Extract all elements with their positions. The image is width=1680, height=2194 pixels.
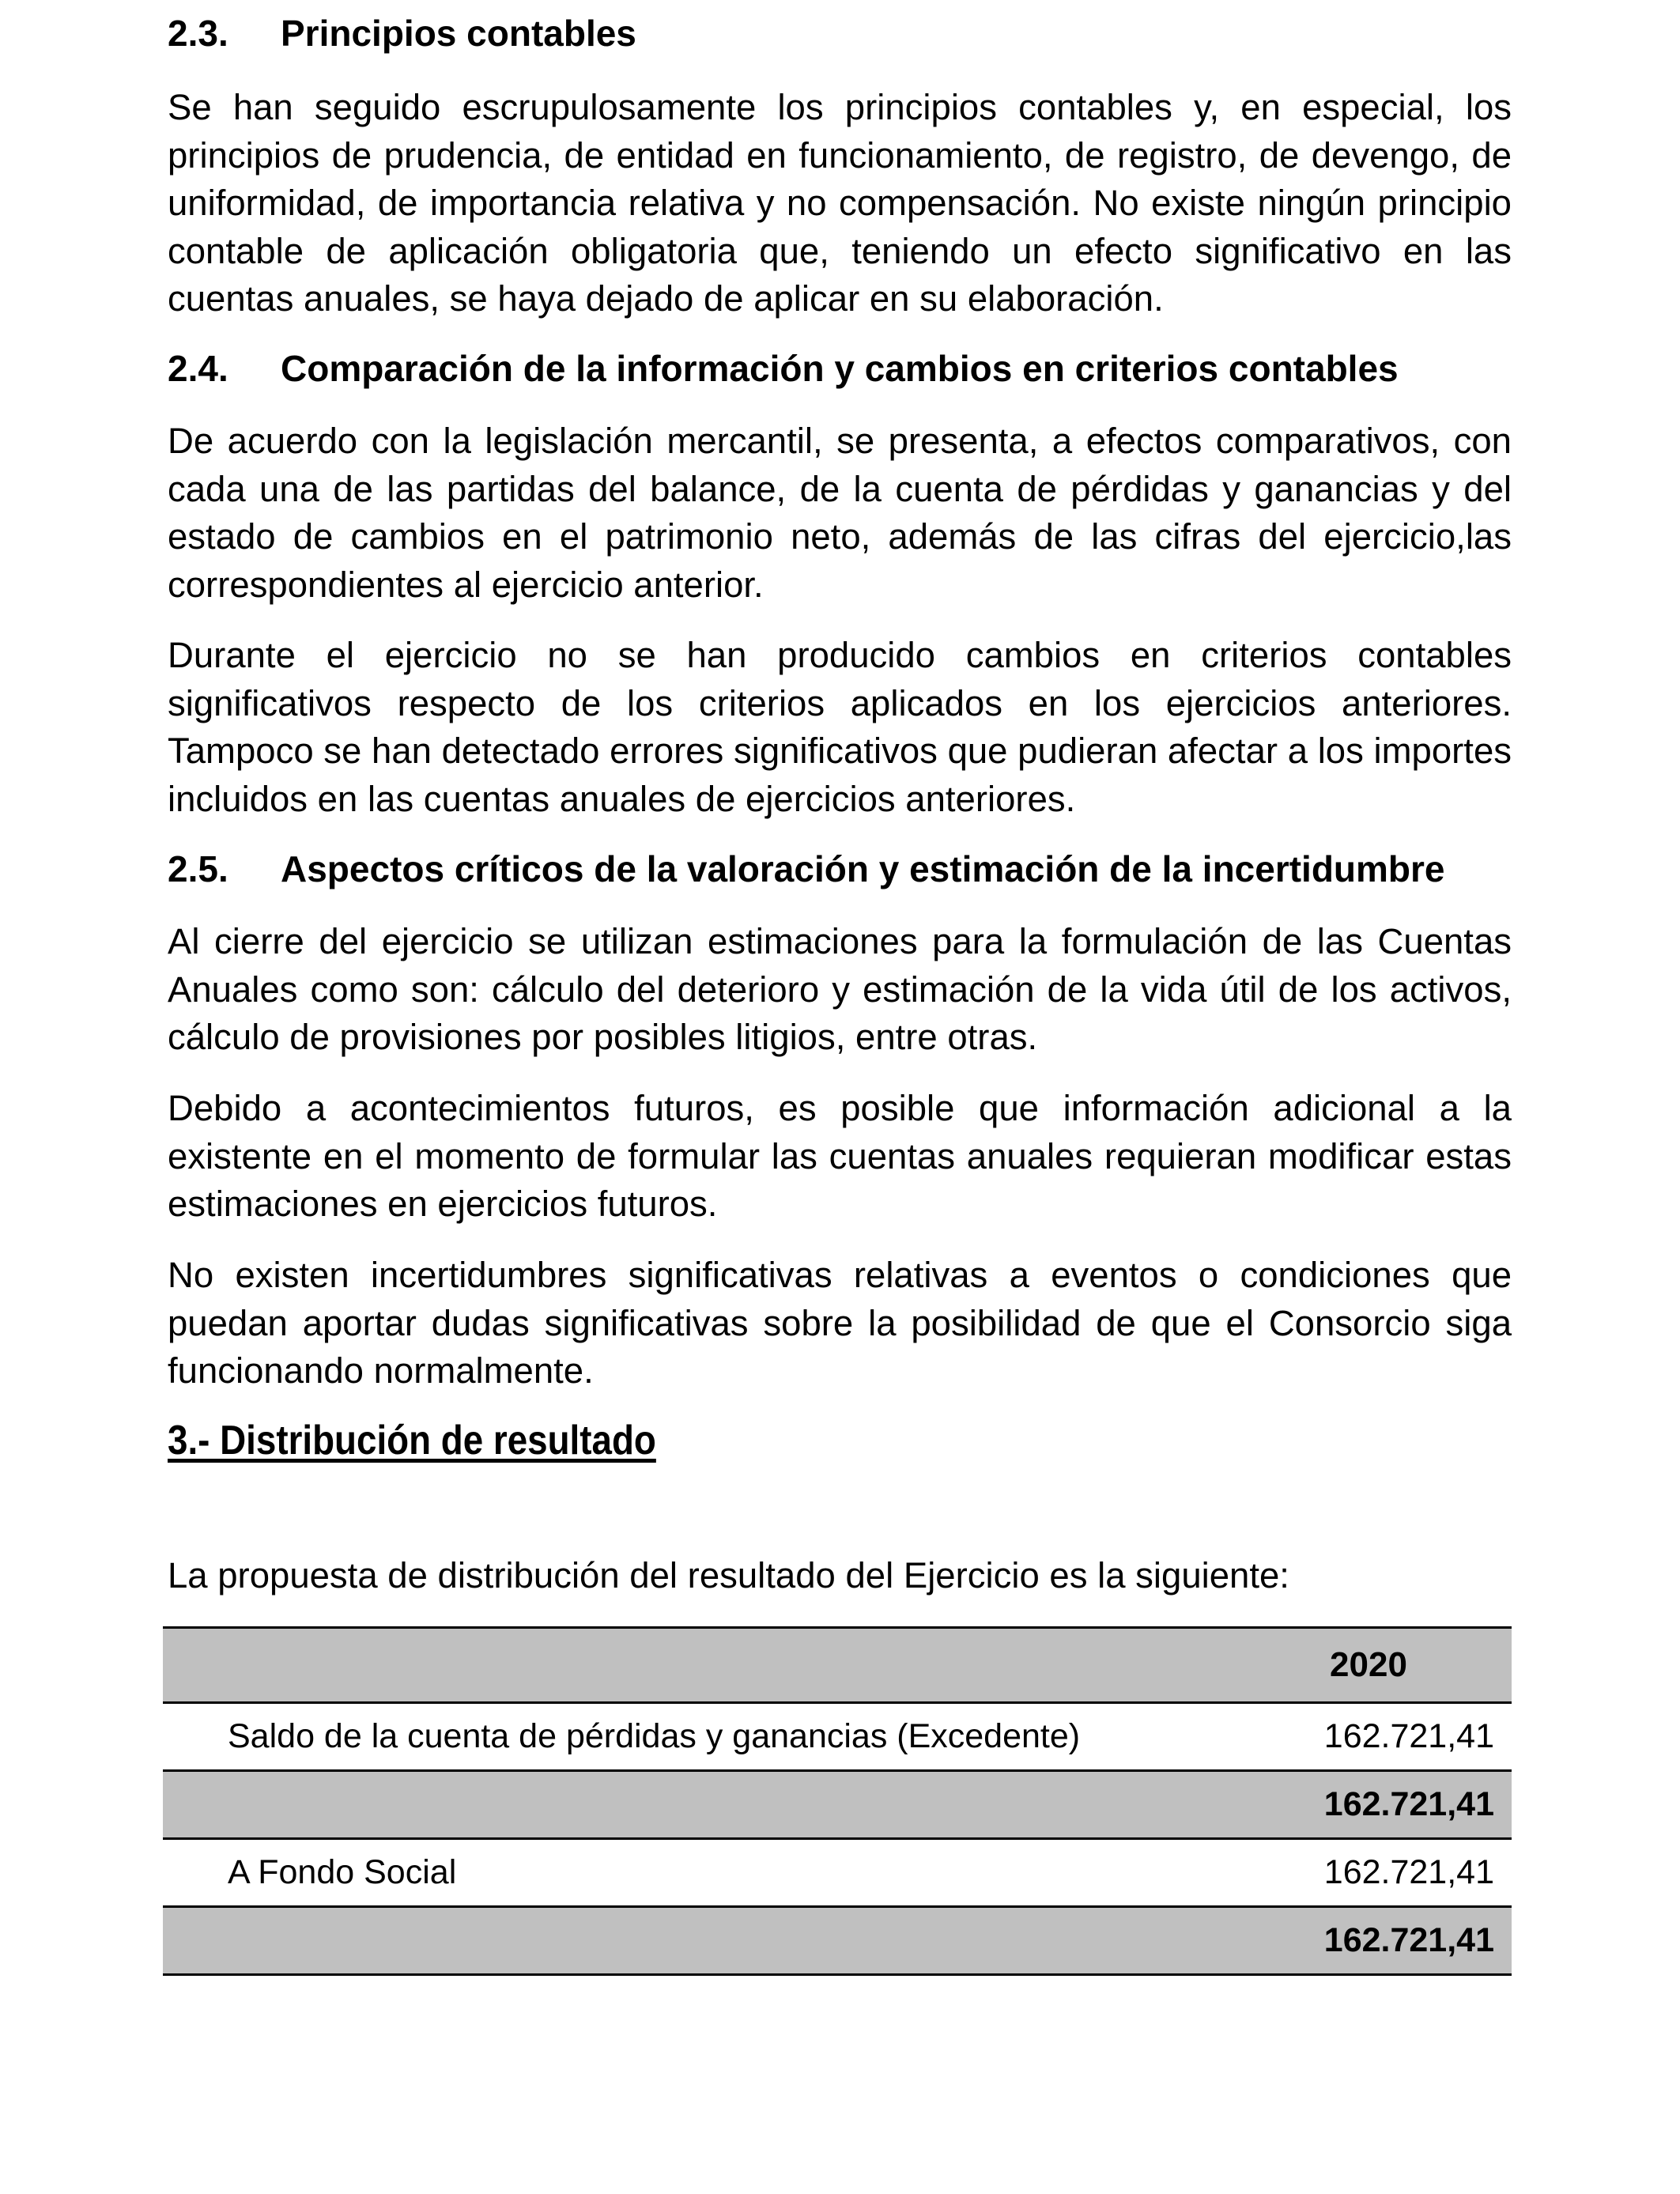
distribution-heading: 3.- Distribución de resultado bbox=[168, 1418, 656, 1463]
table-header-row bbox=[163, 1628, 1512, 1703]
row-concept bbox=[163, 1907, 1225, 1975]
row-amount: 162.721,41 bbox=[1225, 1839, 1512, 1907]
distribution-table bbox=[163, 1626, 1512, 1976]
section-title: Aspectos críticos de la valoración y estimación de la incertidumbre bbox=[281, 848, 1445, 889]
section-number: 2.5. bbox=[168, 848, 228, 889]
row-amount: 162.721,41 bbox=[1225, 1703, 1512, 1771]
paragraph: No existen incertidumbres significativas relativas a eventos o condiciones que puedan aportar dudas significativas sobre la posibilidad de que el Consorcio siga funcionando normalmente. bbox=[168, 1255, 1512, 1391]
subtotal-amount: 162.721,41 bbox=[1225, 1771, 1512, 1839]
table-total-row bbox=[163, 1907, 1512, 1975]
paragraph: Al cierre del ejercicio se utilizan estimaciones para la formulación de las Cuentas Anuales como son: cálculo del deterioro y estimación de la vida útil de los activos, cálculo de provisiones por posibles litigios, entre otras. bbox=[168, 921, 1512, 1057]
row-concept bbox=[163, 1771, 1225, 1839]
section-title: Principios contables bbox=[281, 13, 636, 54]
table-row bbox=[163, 1839, 1512, 1907]
row-concept: Saldo de la cuenta de pérdidas y ganancias (Excedente) bbox=[163, 1703, 1225, 1771]
paragraph: Durante el ejercicio no se han producido cambios en criterios contables significativos respecto de los criterios aplicados en los ejercicios anteriores. Tampoco se han detectado errores significativos que pudieran afectar a los importes incluidos en las cuentas anuales de ejercicios anteriores. bbox=[168, 635, 1512, 819]
section-heading-2-4 bbox=[168, 346, 1399, 391]
section-title: Comparación de la información y cambios en criterios contables bbox=[281, 348, 1399, 389]
paragraph: Se han seguido escrupulosamente los principios contables y, en especial, los principios de prudencia, de entidad en funcionamiento, de registro, de devengo, de uniformidad, de importancia relativa y no compensación. No existe ningún principio contable de aplicación obligatoria que, teniendo un efecto significativo en las cuentas anuales, se haya dejado de aplicar en su elaboración. bbox=[168, 87, 1512, 319]
total-amount: 162.721,41 bbox=[1225, 1907, 1512, 1975]
year-header: 2020 bbox=[1225, 1628, 1512, 1703]
table-subtotal-row bbox=[163, 1771, 1512, 1839]
table-row bbox=[163, 1703, 1512, 1771]
section-number: 2.3. bbox=[168, 13, 228, 54]
section-heading-2-5 bbox=[168, 847, 1445, 891]
distribution-intro: La propuesta de distribución del resultado del Ejercicio es la siguiente: bbox=[168, 1555, 1289, 1595]
row-concept: A Fondo Social bbox=[163, 1839, 1225, 1907]
section-heading-2-3 bbox=[168, 11, 636, 55]
paragraph: Debido a acontecimientos futuros, es posible que información adicional a la existente en el momento de formular las cuentas anuales requieran modificar estas estimaciones en ejercicios futuros. bbox=[168, 1088, 1512, 1224]
section-number: 2.4. bbox=[168, 348, 228, 389]
paragraph: De acuerdo con la legislación mercantil, se presenta, a efectos comparativos, con cada una de las partidas del balance, de la cuenta de pérdidas y ganancias y del estado de cambios en el patrimonio neto, además de las cifras del ejercicio,las correspondientes al ejercicio anterior. bbox=[168, 421, 1512, 605]
table-header-blank bbox=[163, 1628, 1225, 1703]
